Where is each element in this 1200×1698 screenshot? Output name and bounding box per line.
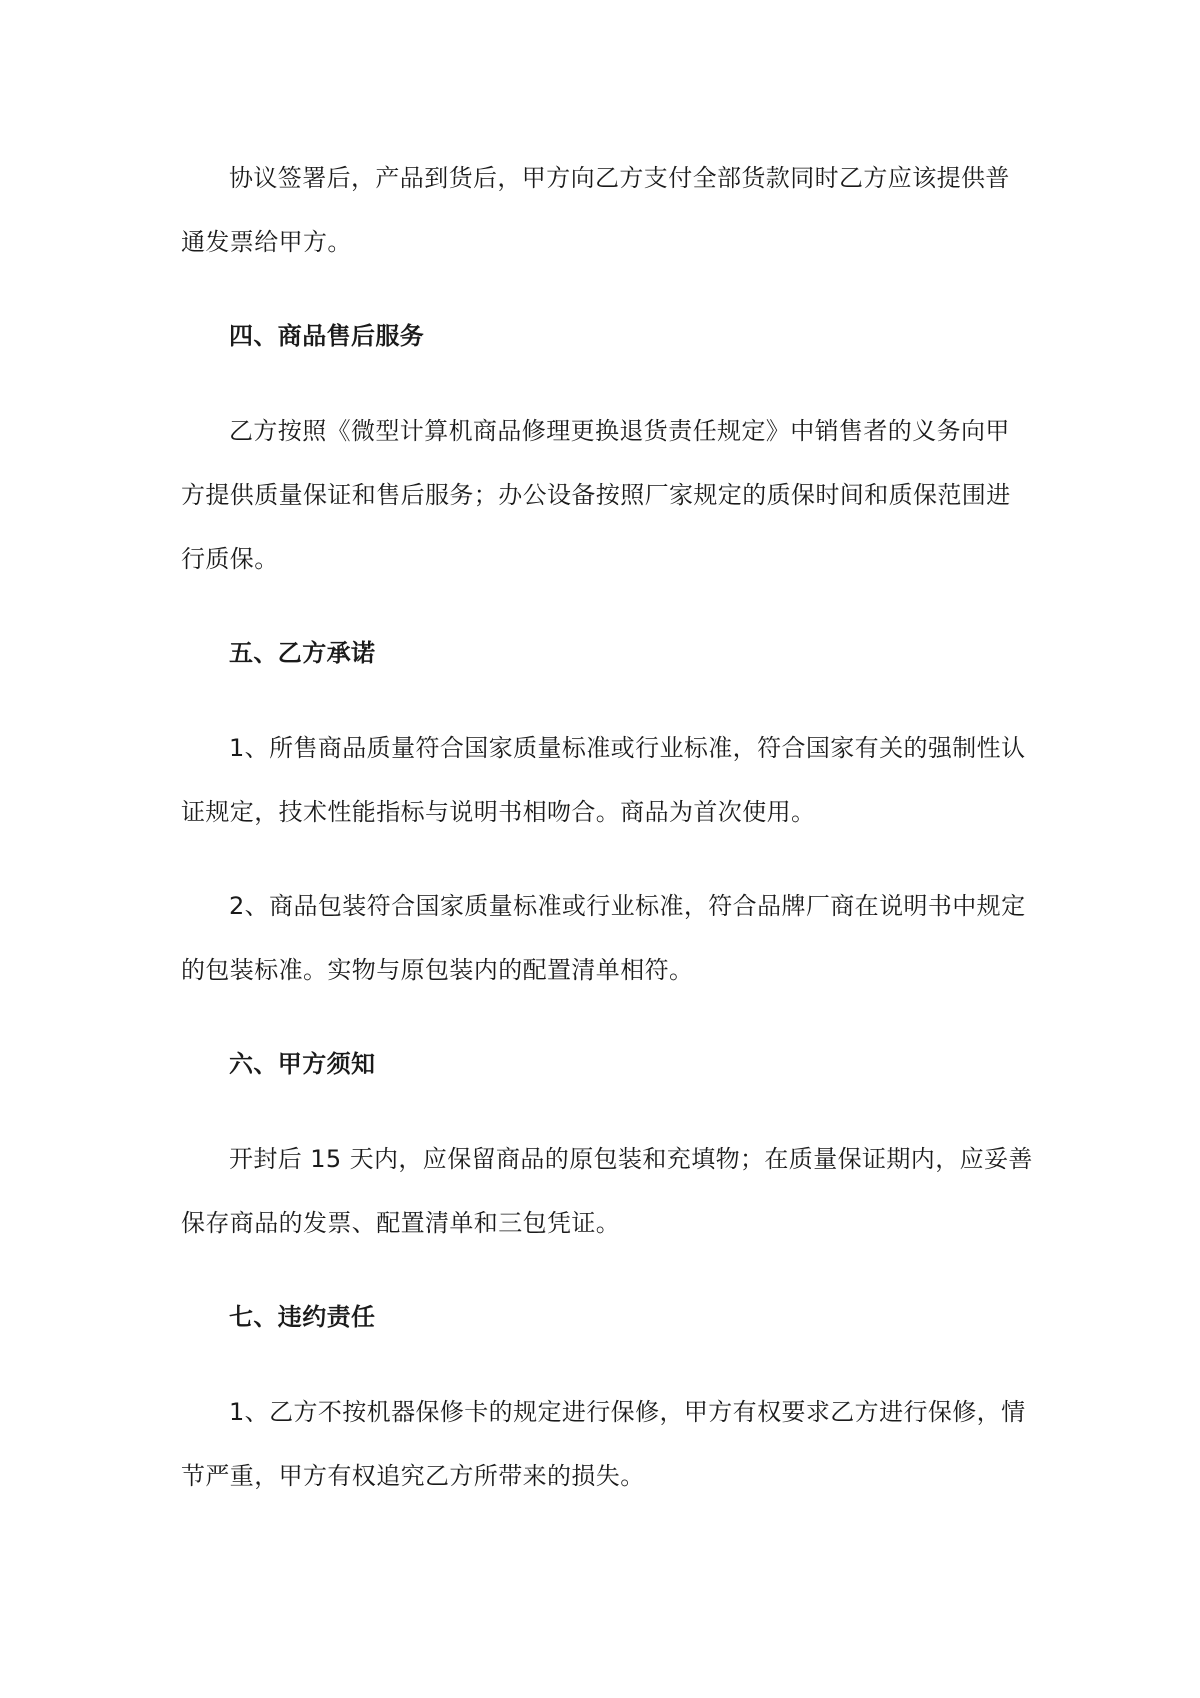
section-heading-buyer-notice: 六、甲方须知: [229, 1050, 376, 1078]
paragraph-promise-2: [181, 874, 1036, 1002]
paragraph-after-sales-service: [181, 399, 1036, 591]
paragraph-line: 协议签署后，产品到货后，甲方向乙方支付全部货款同时乙方应该提供普: [229, 164, 1010, 192]
paragraph-breach-1: [181, 1380, 1036, 1508]
section-heading-seller-promise: 五、乙方承诺: [229, 639, 376, 667]
paragraph-buyer-notice: [181, 1127, 1036, 1255]
paragraph-line: 节严重，甲方有权追究乙方所带来的损失。: [181, 1462, 645, 1490]
section-heading-breach-liability: 七、违约责任: [229, 1303, 376, 1331]
paragraph-line: 2、商品包装符合国家质量标准或行业标准，符合品牌厂商在说明书中规定: [229, 892, 1026, 920]
paragraph-promise-1: [181, 716, 1036, 844]
paragraph-line: 保存商品的发票、配置清单和三包凭证。: [181, 1209, 621, 1237]
paragraph-line: 通发票给甲方。: [181, 228, 352, 256]
paragraph-line: 1、乙方不按机器保修卡的规定进行保修，甲方有权要求乙方进行保修，情: [229, 1398, 1026, 1426]
paragraph-line: 行质保。: [181, 545, 279, 573]
section-heading-after-sales: 四、商品售后服务: [229, 322, 425, 350]
paragraph-payment: [181, 146, 1036, 274]
paragraph-line: 乙方按照《微型计算机商品修理更换退货责任规定》中销售者的义务向甲: [229, 417, 1010, 445]
paragraph-line: 开封后 15 天内，应保留商品的原包装和充填物；在质量保证期内，应妥善: [229, 1145, 1033, 1173]
paragraph-line: 的包装标准。实物与原包装内的配置清单相符。: [181, 956, 694, 984]
paragraph-line: 方提供质量保证和售后服务；办公设备按照厂家规定的质保时间和质保范围进: [181, 481, 1011, 509]
paragraph-line: 证规定，技术性能指标与说明书相吻合。商品为首次使用。: [181, 798, 816, 826]
paragraph-line: 1、所售商品质量符合国家质量标准或行业标准，符合国家有关的强制性认: [229, 734, 1026, 762]
